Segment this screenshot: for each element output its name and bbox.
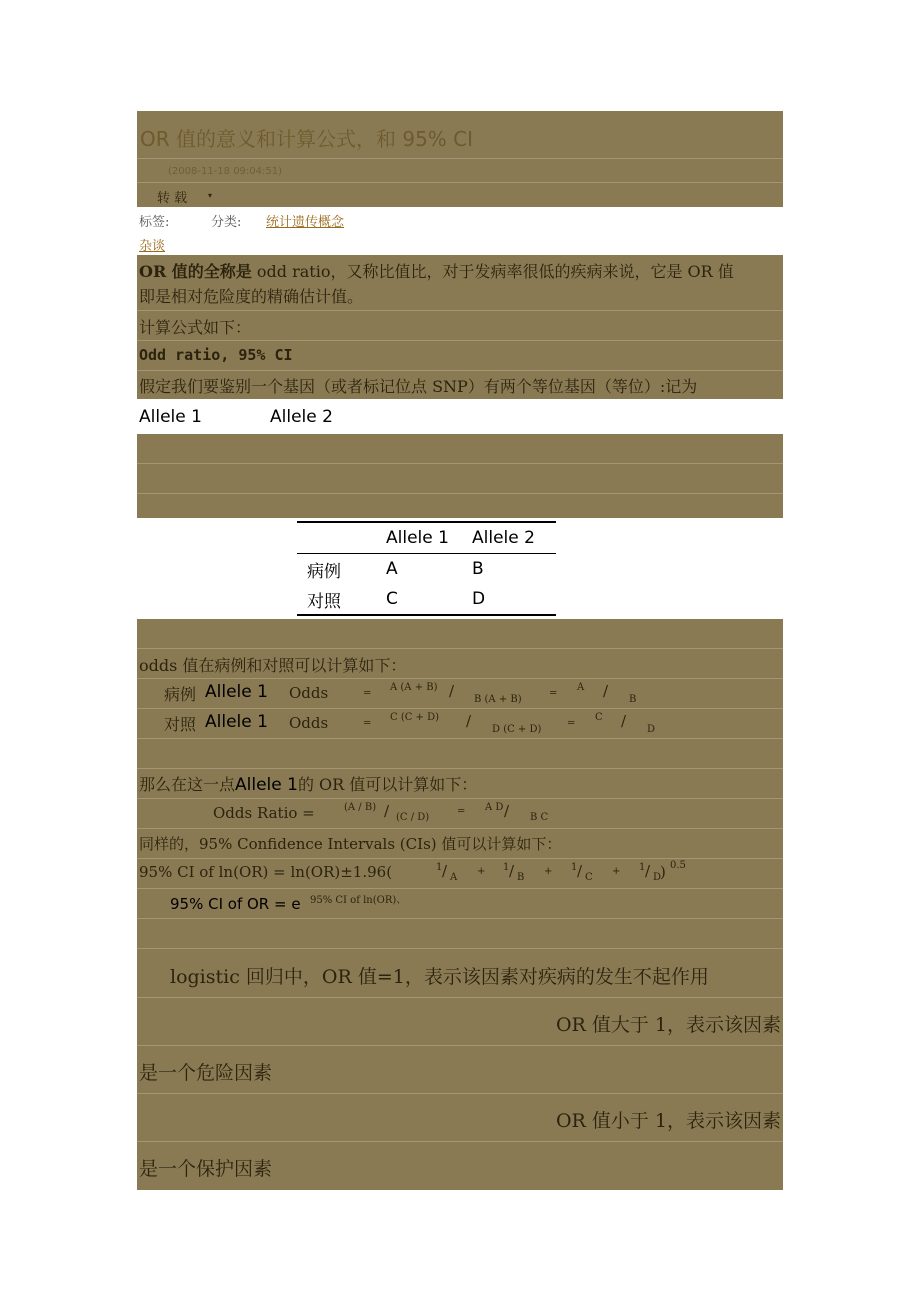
- control-allele: Allele 1: [205, 712, 268, 732]
- allele-row: [137, 399, 783, 434]
- post-date: (2008-11-18 09:04:51): [168, 166, 283, 177]
- formula-intro: 计算公式如下：: [139, 318, 252, 337]
- date-row: [137, 159, 783, 183]
- conclusion-line-1: logistic 回归中，OR 值=1，表示该因素对疾病的发生不起作用: [170, 966, 709, 988]
- spacer-row: [137, 919, 783, 949]
- case-allele: Allele 1: [205, 682, 268, 702]
- ci-one-a: 1: [436, 862, 443, 873]
- misc-tag-link[interactable]: 杂谈: [139, 239, 166, 254]
- ratio-intro-post: 的 OR 值可以计算如下：: [297, 775, 478, 794]
- ci-or-row: [137, 889, 783, 919]
- misc-row: [137, 231, 783, 255]
- ci-formula-row: [137, 859, 783, 889]
- control-c: C: [595, 712, 603, 723]
- conclusion-row-1: [137, 949, 783, 998]
- gene-text: 假定我们要鉴别一个基因（或者标记位点 SNP）有两个等位基因（等位）:记为: [139, 377, 698, 396]
- ratio-num: (A / B): [344, 802, 377, 813]
- intro-line-2: 即是相对危险度的精确估计值。: [139, 287, 364, 306]
- ratio-intro-pre: 那么在这一点: [139, 775, 236, 794]
- case-num: A (A + B): [390, 682, 438, 693]
- chevron-down-icon[interactable]: ▾: [208, 191, 213, 200]
- control-num: C (C + D): [390, 712, 440, 723]
- table-header-cell: Allele 1: [386, 522, 472, 554]
- ci-d: D: [653, 872, 662, 883]
- ci-lhs: 95% CI of ln(OR) = ln(OR)±1.96(: [139, 863, 393, 881]
- spacer-row: [137, 434, 783, 464]
- case-a: A: [577, 682, 585, 693]
- allele-1-label: Allele 1: [139, 407, 202, 427]
- ratio-bc: B C: [530, 812, 549, 823]
- category-link[interactable]: 统计遗传概念: [266, 215, 345, 230]
- gene-text-row: [137, 371, 783, 399]
- ci-c: C: [585, 872, 593, 883]
- odds-section: [137, 619, 783, 1190]
- intro-paragraph: [137, 255, 783, 311]
- ratio-slash: /: [384, 802, 390, 820]
- odds-case-row: [137, 679, 783, 709]
- repost-button[interactable]: 转 载: [157, 191, 188, 206]
- intro-section: [137, 255, 783, 399]
- ci-plus-1: +: [477, 866, 486, 877]
- ci-close: ): [660, 863, 666, 881]
- tags-row: [137, 207, 783, 231]
- control-den: D (C + D): [492, 724, 542, 735]
- control-d: D: [647, 724, 656, 735]
- conclusion-line-5: 是一个保护因素: [139, 1158, 273, 1180]
- ratio-label: Odds Ratio =: [213, 804, 315, 822]
- table-row: [297, 554, 556, 585]
- ratio-eq: =: [457, 806, 466, 817]
- table-header-cell: [297, 522, 386, 554]
- ci-one-c: 1: [571, 862, 578, 873]
- spacer-row: [137, 619, 783, 649]
- odds-intro-row: [137, 649, 783, 679]
- ci-one-b: 1: [503, 862, 510, 873]
- ci-one-d: 1: [639, 862, 646, 873]
- conclusion-row-4: [137, 1094, 783, 1142]
- ci-b: B: [517, 872, 525, 883]
- ratio-intro-row: [137, 769, 783, 799]
- table-cell: 病例: [307, 561, 341, 582]
- table-cell: 对照: [297, 584, 386, 615]
- table-cell: C: [386, 584, 472, 615]
- case-b: B: [629, 694, 637, 705]
- ci-slash-c: /: [577, 862, 583, 880]
- case-den: B (A + B): [474, 694, 522, 705]
- table-cell: A: [386, 559, 398, 579]
- table-cell: B: [472, 559, 484, 579]
- conclusion-line-4: OR 值小于 1，表示该因素: [555, 1110, 781, 1132]
- conclusion-row-3: [137, 1046, 783, 1094]
- ratio-slash-2: /: [504, 802, 510, 820]
- allele-table: [297, 521, 556, 616]
- table-cell: D: [472, 584, 556, 615]
- spacer-row: [137, 739, 783, 769]
- control-eq-2: =: [567, 718, 576, 729]
- article-header: [137, 111, 783, 207]
- repost-row: [137, 183, 783, 207]
- ci-a: A: [450, 872, 458, 883]
- category-label: 分类:: [211, 215, 242, 230]
- case-odds-word: Odds: [289, 684, 329, 702]
- ratio-intro: [139, 772, 477, 795]
- control-label: 对照: [164, 715, 197, 734]
- ci-slash-a: /: [442, 862, 448, 880]
- tags-label: 标签:: [139, 215, 170, 230]
- formula-heading: Odd ratio, 95% CI: [139, 346, 293, 364]
- case-slash: /: [449, 682, 455, 700]
- ci-slash-d: /: [645, 862, 651, 880]
- intro-bold: OR 值的全称是: [139, 262, 252, 281]
- case-slash-2: /: [603, 682, 609, 700]
- ratio-ad: A D: [485, 802, 504, 813]
- control-slash-2: /: [621, 712, 627, 730]
- case-label: 病例: [164, 685, 197, 704]
- control-odds-word: Odds: [289, 714, 329, 732]
- allele-2-label: Allele 2: [270, 407, 333, 427]
- intro-line-1: [139, 259, 734, 282]
- case-eq: =: [363, 688, 372, 699]
- table-header-cell: Allele 2: [472, 522, 556, 554]
- odds-control-row: [137, 709, 783, 739]
- ci-slash-b: /: [509, 862, 515, 880]
- intro-rest: odd ratio，又称比值比，对于发病率很低的疾病来说，它是 OR 值: [251, 262, 734, 281]
- ratio-intro-allele: Allele 1: [235, 775, 298, 795]
- ci-plus-3: +: [612, 866, 621, 877]
- ci-or-line: 95% CI of OR = e: [170, 895, 301, 913]
- title-row: [137, 111, 783, 159]
- conclusion-row-2: [137, 998, 783, 1046]
- ci-intro: 同样的，95% Confidence Intervals (CIs) 值可以计算如下：: [139, 835, 562, 853]
- table-row: [297, 584, 556, 615]
- spacer-row: [137, 494, 783, 518]
- formula-intro-row: [137, 311, 783, 341]
- conclusion-line-3: 是一个危险因素: [139, 1062, 273, 1084]
- ci-plus-2: +: [544, 866, 553, 877]
- ratio-den: (C / D): [396, 812, 430, 823]
- odds-intro: odds 值在病例和对照可以计算如下：: [139, 656, 407, 675]
- ratio-formula-row: [137, 799, 783, 829]
- table-header-row: [297, 522, 556, 554]
- control-eq: =: [363, 718, 372, 729]
- page-title: OR 值的意义和计算公式，和 95% CI: [140, 127, 474, 151]
- formula-heading-row: [137, 341, 783, 371]
- ci-exp: 0.5: [670, 860, 686, 871]
- conclusion-line-2: OR 值大于 1，表示该因素: [555, 1014, 781, 1036]
- spacer-band: [137, 434, 783, 518]
- control-slash: /: [466, 712, 472, 730]
- article: [137, 111, 783, 1190]
- spacer-row: [137, 464, 783, 494]
- case-eq-2: =: [549, 688, 558, 699]
- ci-or-exp: 95% CI of ln(OR)、: [310, 895, 407, 906]
- conclusion-row-5: [137, 1142, 783, 1190]
- ci-intro-row: [137, 829, 783, 859]
